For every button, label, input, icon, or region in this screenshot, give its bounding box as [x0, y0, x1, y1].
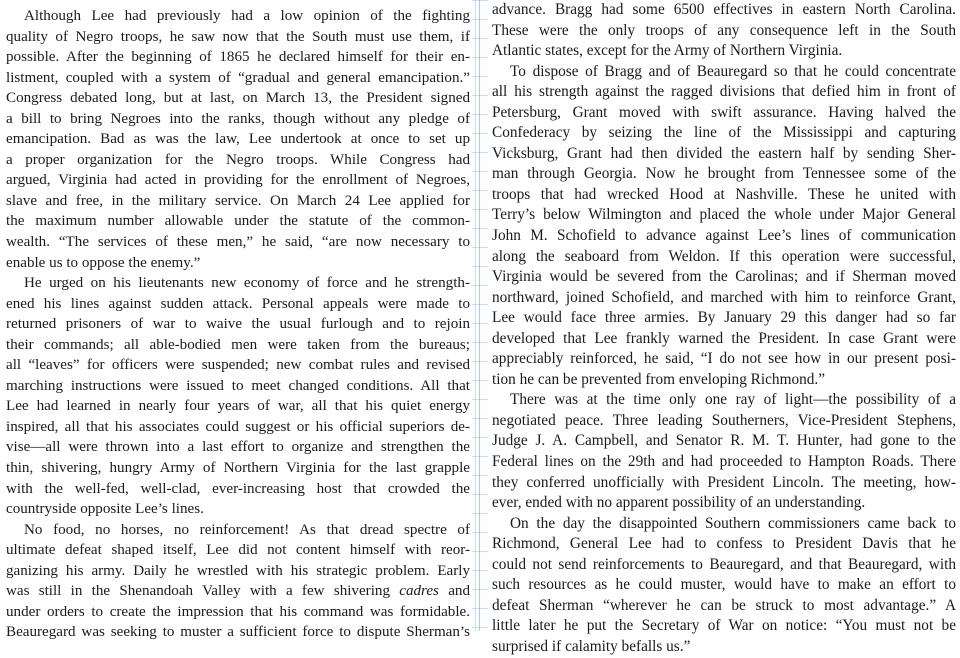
text-line: developed that Lee frankly warned the President. In case Grant were: [492, 329, 956, 347]
text-line: negotiated peace. Three leading Southerners, Vice-President Stephens,: [492, 411, 956, 429]
text-line: all his strength against the ragged divisions that defied him in front of: [492, 83, 956, 101]
text-line: advance. Bragg had some 6500 effectives in eastern North Carolina.: [492, 1, 956, 18]
paragraph: [492, 514, 956, 658]
text-line: little later he put the Secretary of War on notice: “You must not be: [492, 617, 956, 635]
text-line: was still in the Shenandoah Valley with a few shivering cadres and: [6, 583, 470, 600]
text-line: ened his lines against sudden attack. Personal appeals were made to: [6, 295, 470, 312]
left-page-text-column: [0, 0, 472, 641]
text-line: quality of Negro troops, he saw now that the South must use them, if: [6, 28, 470, 45]
text-line: listment, coupled with a system of “gradual and general emancipation.”: [6, 69, 470, 86]
text-line: vise—all were thrown into a last effort to organize and strengthen the: [6, 439, 470, 456]
text-line: possible. After the beginning of 1865 he declared himself for their en-: [6, 49, 470, 66]
paragraph: [492, 390, 956, 513]
text-line: There was at the time only one ray of light—the possibility of a: [510, 391, 956, 409]
text-line: Richmond, General Lee had to confess to President Davis that he: [492, 535, 956, 553]
text-line: returned prisoners of war to waive the usual furlough and to rejoin: [6, 316, 470, 333]
text-line: they conferred unofficially with President Lincoln. The meeting, how-: [492, 473, 956, 491]
text-line: could not send reinforcements to Beauregard, and that Beauregard, with: [492, 555, 956, 573]
gutter-divider: [479, 0, 480, 631]
right-page-text-column: [488, 0, 960, 655]
page-gutter: [472, 0, 488, 631]
text-line: Congress debated long, but at last, on March 13, the President signed: [6, 90, 470, 107]
text-line: Confederacy by seizing the line of the Mississippi and capturing: [492, 124, 956, 142]
paragraph: [6, 520, 470, 643]
text-line: He urged on his lieutenants new economy of force and he strength-: [24, 275, 470, 292]
text-line: argued, Virginia had acted in providing for the enrollment of Negroes,: [6, 172, 470, 189]
text-line: Terry’s below Wilmington and placed the whole under Major General: [492, 206, 956, 224]
text-line: along the seaboard from Weldon. If this operation were successful,: [492, 247, 956, 265]
text-line: wealth. “The services of these men,” he said, “are now necessary to: [6, 234, 470, 251]
text-line: all “leaves” for officers were suspended; new combat rules and revised: [6, 357, 470, 374]
text-line: On the day the disappointed Southern commissioners came back to: [510, 514, 956, 532]
text-line: No food, no horses, no reinforcement! As that dread spectre of: [24, 521, 470, 538]
paragraph: [492, 62, 956, 391]
text-line: man through Georgia. Now he brought from Tennessee some of the: [492, 165, 956, 183]
text-line: surprised if calamity befalls us.”: [492, 637, 691, 655]
text-line: ever, ended with no apparent possibility of an understanding.: [492, 494, 866, 512]
text-line: inspired, all that his associates could suggest or his official superiors de-: [6, 418, 470, 435]
text-line: northward, joined Schofield, and marched with him to reinforce Grant,: [492, 288, 956, 306]
text-line: slave and free, in the military service. On March 24 Lee applied for: [6, 192, 470, 209]
text-line: Judge J. A. Campbell, and Senator R. M. T. Hunter, had gone to the: [492, 432, 956, 450]
text-line: Virginia would be severed from the Carolinas; and if Sherman moved: [492, 268, 956, 286]
text-line: defeat Sherman “wherever he can be struck to most advantage.” A: [492, 596, 956, 614]
text-line: To dispose of Bragg and of Beauregard so that he could concentrate: [510, 62, 956, 80]
text-line: with the well-fed, well-clad, ever-increasing host that crowded the: [6, 480, 470, 497]
text-line: Vicksburg, Grant had then divided the eastern half by sending Sher-: [492, 144, 956, 162]
text-line: troops that had wrecked Hood at Nashville. These he united with: [492, 185, 956, 203]
text-line: thin, shivering, hungry Army of Northern Virginia for the last grapple: [6, 460, 470, 477]
text-line: such resources as he could muster, would have to make an effort to: [492, 576, 956, 594]
text-line: Lee would face three armies. By January 29 this danger had so far: [492, 309, 956, 327]
text-line: a proper organization for the Negro troops. While Congress had: [6, 151, 470, 168]
text-line: their commands; all able-bodied men were taken from the bureaus;: [6, 336, 470, 353]
text-line: under orders to create the impression that his command was formidable.: [6, 603, 470, 620]
paragraph: [6, 6, 470, 273]
emphasized-word: cadres: [399, 583, 439, 600]
text-line: These were the only troops of any consequence left in the South: [492, 21, 956, 39]
paragraph: [6, 273, 470, 520]
text-line: a bill to bring Negroes into the ranks, though without any pledge of: [6, 110, 470, 127]
text-line: Lee had learned in nearly four years of war, all that his quiet energy: [6, 398, 470, 415]
text-line: tion he can be prevented from enveloping Richmond.”: [492, 370, 826, 388]
text-line: Federal lines on the 29th and had proceeded to Hampton Roads. There: [492, 453, 956, 471]
text-line: emancipation. Bad as was the law, Lee undertook at once to set up: [6, 131, 470, 148]
paragraph: [492, 0, 956, 62]
text-line: ganizing his army. Daily he wrestled with his strategic problem. Early: [6, 562, 470, 579]
text-line: appreciably reinforced, he said, “I do not see how in our present posi-: [492, 350, 956, 368]
text-line: the maximum number allowable under the statute of the common-: [6, 213, 470, 230]
text-line: Petersburg, Grant moved with swift assurance. Having halved the: [492, 103, 956, 121]
text-line: Atlantic states, except for the Army of Northern Virginia.: [492, 42, 843, 60]
text-line: enable us to oppose the enemy.”: [6, 254, 201, 271]
text-line: Beauregard was seeking to muster a sufficient force to dispute Sherman’s: [6, 624, 470, 641]
text-line: John M. Schofield to advance against Lee’s lines of communication: [492, 227, 956, 245]
text-line: marching instructions were issued to meet changed conditions. All that: [6, 377, 470, 394]
text-line: ultimate defeat shaped itself, Lee did not content himself with reor-: [6, 542, 470, 559]
text-line: Although Lee had previously had a low opinion of the fighting: [24, 8, 470, 24]
text-line: countryside opposite Lee’s lines.: [6, 501, 204, 518]
